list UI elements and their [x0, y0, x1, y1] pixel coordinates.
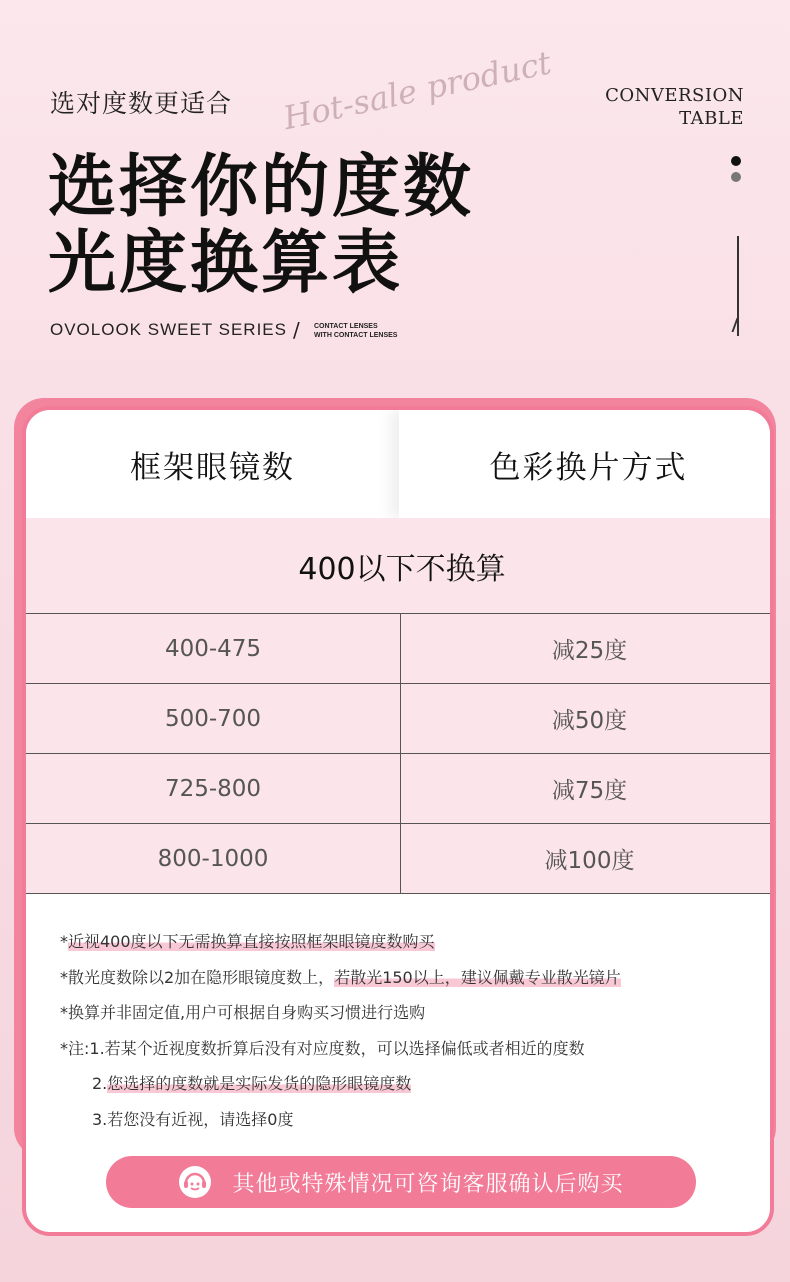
- table-cell-range: 400-475: [26, 614, 401, 684]
- conversion-card: [22, 406, 774, 1236]
- line-hook-decoration: [731, 318, 746, 332]
- consult-service-label: 其他或特殊情况可咨询客服确认后购买: [232, 1171, 624, 1197]
- table-cell-range: 800-1000: [26, 824, 401, 894]
- script-decoration: Hot-sale product: [280, 43, 555, 138]
- note-item: [60, 1001, 621, 1037]
- table-row: [26, 684, 774, 754]
- note-text: 注:1.若某个近视度数折算后没有对应度数，可以选择偏低或者相近的度数: [68, 1038, 585, 1058]
- table-cell-range: 725-800: [26, 754, 401, 824]
- note-item: [60, 1037, 621, 1073]
- note-prefix: *: [60, 967, 68, 987]
- series-slash: /: [293, 318, 300, 342]
- dot-decoration-1: [731, 156, 741, 166]
- page-title: [48, 150, 474, 302]
- tiny-line-2: WITH CONTACT LENSES: [314, 332, 398, 339]
- dot-decoration-2: [731, 172, 741, 182]
- title-line-2: 光度换算表: [48, 224, 404, 303]
- tiny-line-1: CONTACT LENSES: [314, 323, 378, 330]
- tiny-caption: [314, 322, 397, 340]
- table-row: [26, 754, 774, 824]
- note-item: [60, 1072, 621, 1108]
- col-header-conversion: 色彩换片方式: [399, 410, 774, 518]
- table-cell-adjustment: 减25度: [401, 614, 775, 684]
- table-row: [26, 824, 774, 894]
- conversion-table-label: [605, 84, 744, 130]
- series-name: OVOLOOK SWEET SERIES: [50, 320, 287, 339]
- note-prefix: *: [60, 1038, 68, 1058]
- note-highlight: 您选择的度数就是实际发货的隐形眼镜度数: [107, 1074, 412, 1093]
- note-item: [60, 930, 621, 966]
- table-cell-adjustment: 减50度: [401, 684, 775, 754]
- consult-service-button[interactable]: [106, 1156, 696, 1208]
- table-row: [26, 614, 774, 684]
- notes-list: [60, 930, 621, 1143]
- no-conversion-band: 400以下不换算: [26, 518, 774, 614]
- title-line-1: 选择你的度数: [48, 148, 475, 227]
- table-cell-adjustment: 减75度: [401, 754, 775, 824]
- table-cell-adjustment: 减100度: [401, 824, 775, 894]
- note-text: 换算并非固定值,用户可根据自身购买习惯进行选购: [68, 1003, 426, 1022]
- note-text: 散光度数除以2加在隐形眼镜度数上，: [68, 967, 335, 987]
- subtitle-cn: 选对度数更适合: [50, 89, 233, 118]
- note-item: [60, 1108, 621, 1144]
- note-highlight: 若散光150以上，建议佩戴专业散光镜片: [334, 967, 621, 987]
- table-cell-range: 500-700: [26, 684, 401, 754]
- conversion-line-1: CONVERSION: [605, 85, 744, 106]
- note-item: [60, 966, 621, 1002]
- conversion-table: [26, 614, 774, 894]
- col-header-frame-degree: 框架眼镜数: [26, 410, 399, 518]
- note-text: 2.: [92, 1074, 108, 1093]
- customer-service-icon: [178, 1165, 212, 1199]
- note-text: 3.若您没有近视，请选择0度: [92, 1109, 294, 1129]
- conversion-line-2: TABLE: [679, 108, 744, 129]
- note-prefix: *: [60, 1003, 68, 1022]
- note-highlight: 近视400度以下无需换算直接按照框架眼镜度数购买: [68, 932, 435, 951]
- note-prefix: *: [60, 932, 68, 951]
